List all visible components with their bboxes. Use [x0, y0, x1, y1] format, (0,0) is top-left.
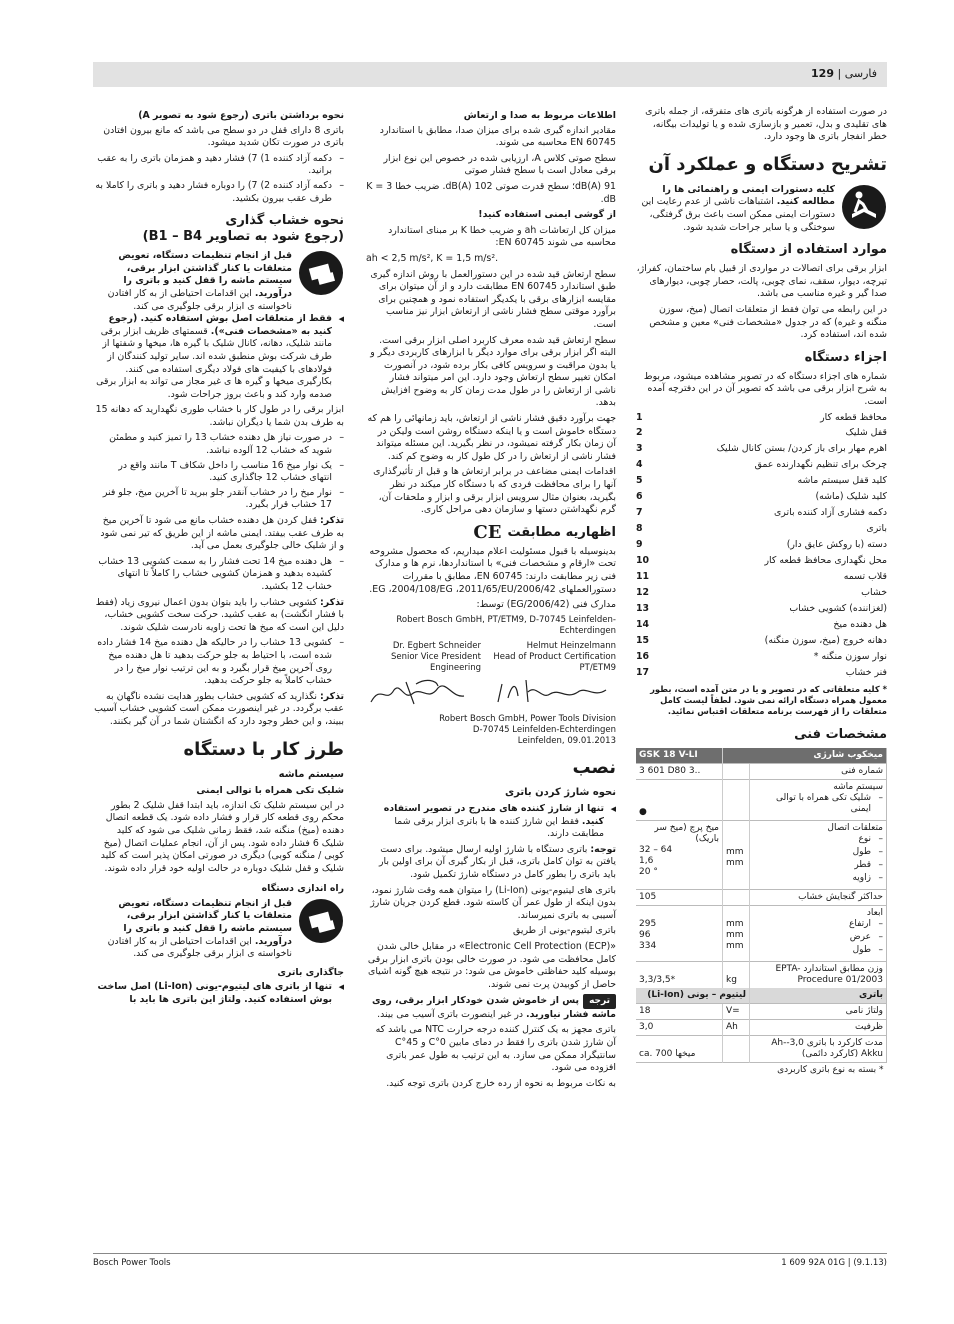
part-item	[636, 651, 887, 664]
page-footer	[93, 1253, 887, 1268]
part-label: محل نگهداری محافظ قطعه کار	[764, 555, 887, 567]
magazine-note-2-label: تذکر:	[320, 596, 344, 608]
part-label: دکمه فشاری آزاد کننده باتری	[773, 507, 887, 519]
startup-warning-bold: قبل از انجام تنظیمات دستگاه، تعویض متعلقات یا کنار گذاشتن ابزار برقی، سیستم ماشه را قفل کنید و باتری را درآورید.	[118, 897, 292, 947]
spec-unit-height: mm	[726, 918, 744, 929]
remove-battery-icon	[298, 250, 344, 296]
column-middle	[366, 106, 616, 1093]
spec-capacity-unit: Ah	[723, 1019, 750, 1035]
spec-head-model: GSK 18 V-LI	[636, 748, 723, 764]
parts-intro: شماره های اجزاء دستگاه که در تصویر مشاهده میشود، مربوط به شرح ابزار برقی می باشد که تصویر آن در این دفترچه آمده است.	[643, 370, 887, 407]
spec-table	[636, 748, 887, 1078]
conformity-paragraph-2: مدارک فنی (2006/42/EG) توسط:	[476, 599, 616, 611]
conformity-address: Robert Bosch GmbH, PT/ETM9, D-70745 Leinfelden-Echterdingen	[396, 614, 616, 636]
spec-battery-label: باتری	[750, 988, 887, 1004]
spec-partno-value: 3 601 D80 3..	[636, 763, 723, 779]
remove-list	[93, 153, 344, 205]
spec-voltage-unit: V=	[723, 1003, 750, 1019]
intro-paragraph: در صورت استفاده از هرگونه باتری های متفرقه، از جمله باتری های تقلیدی و بدل، تعمیر و بازسازی شده و یا تولیدات بیگانه، خطر انفجار باتری ها وجود دارد.	[645, 106, 887, 143]
section-title-conformity: اظهاریه مطابقت	[507, 524, 616, 540]
signer-right-title: Head of Product Certification	[493, 651, 616, 662]
part-number: 12	[636, 587, 650, 599]
part-item	[636, 459, 887, 472]
single-shot-title: شلیک تکی همراه با توالی ایمنی	[196, 785, 344, 797]
spec-fastener-angle: – زاویه	[753, 873, 883, 884]
spec-fastener-diameter: – قطر	[753, 860, 883, 871]
part-label: دهانه خروج (میخ، سوزن منگنه)	[764, 635, 887, 647]
spec-trigger-item: – شلیک تکی همراه با توالی ایمنی	[753, 793, 883, 815]
noise-paragraph-2: سطح صوتی کلاس A، ارزیابی شده در خصوص این نوع ابزار برقی معادل است با سطح فشار صوتی	[383, 152, 616, 177]
part-item	[636, 603, 887, 616]
signer-left-dept: Engineering	[430, 662, 481, 673]
remove-battery-icon-2	[298, 898, 344, 944]
part-label: قلاب تسمه	[843, 571, 887, 583]
charging-paragraph-5: باتری مجهز به یک کنترل کننده درجه حرارت NTC می باشد که آن شارژ شدن باتری را فقط در دمای مابین 0°C و 45°C سانتیگراد ممکن می سازد. به این ترتیب به طول عمر باتری افزوده می شود.	[375, 1024, 616, 1074]
magazine-note-1-label: تذکر:	[320, 515, 344, 527]
part-item	[636, 507, 887, 520]
part-label: کلید قفل سیستم ماشه	[797, 475, 887, 487]
magazine-warning	[93, 250, 344, 313]
usage-paragraph-1: ابزار برقی برای اتصالات در مواردی از قبیل بام ساختمان، کفراژ، تیرچه، دیوار، سقف، نمای چوبی، پالت، حصار چوبی، دیوارهای صدا گیر و غیره مناسب می باشد.	[636, 263, 887, 300]
spec-battery-type: لیتیوم – یونی (Li-Ion)	[636, 988, 750, 1004]
magazine-warning-bold: قبل از انجام تنظیمات دستگاه، تعویض متعلقات یا کنار گذاشتن ابزار برقی، سیستم ماشه را قفل کنید و باتری را درآورید.	[118, 250, 292, 299]
spec-head-label: میخکوب شارژی	[723, 748, 887, 764]
spec-magazine-value: 105	[636, 889, 723, 905]
part-number: 13	[636, 603, 650, 615]
section-title-installation: نصب	[572, 757, 616, 779]
part-label: کلید شلیک (ماشه)	[815, 491, 887, 503]
spec-unit-length: mm	[726, 846, 744, 857]
ce-mark-icon: CE	[473, 521, 502, 543]
part-label: باتری	[866, 523, 887, 535]
ear-protection-warning: از گوشی ایمنی استفاده کنید!	[478, 209, 616, 221]
vibration-paragraph-3: سطح ارتعاش قید شده معرف کاربرد اصلی ابزار برقی است. البته اگر ابزار برقی برای موارد دیگر با ابزارهای کاربردی دیگر و یا بدون مراقبت و سرویس کافی بکار برده شود، در آنصورت امکان تغییر سطح ارتعاش وجود دارد. این امر میتواند فشار ناشی از ارتعاش را در طول مدت زمان کار به وضوح افزایش بدهد.	[370, 334, 616, 409]
handwritten-signatures	[366, 674, 616, 710]
part-number: 4	[636, 459, 643, 471]
usage-paragraph-2: در این رابطه می توان فقط از متعلقات اتصال (میخ، سوزن منگنه و غیره) که در جدول «مشخصات فنی» معین و مشخص شده اند، استفاده کرد.	[649, 303, 887, 341]
spec-fastener-length: – طول	[753, 847, 883, 858]
part-item	[636, 587, 887, 600]
spec-weight-unit: kg	[723, 961, 750, 988]
magazine-note-3-label: تذکر:	[320, 690, 344, 702]
magazine-paragraph-1: ابزار برقی را در طول کار با خشاب طوری نگهدارید که دهانه 15 به طرف بدن شما یا دیگران نباشد.	[95, 404, 344, 428]
read-instructions-warning	[636, 184, 887, 234]
section-title-specs: مشخصات فنی	[794, 726, 887, 742]
header-text: فارسی | 129	[811, 67, 877, 80]
part-number: 14	[636, 619, 650, 631]
charging-bullet-text: فقط این شارژ کننده ها با باتری ابزار برقی شما مطابقت دارند.	[394, 815, 604, 840]
section-title-parts: اجزاء دستگاه	[804, 349, 887, 365]
vibration-paragraph-4: جهت برآورد دقیق فشار ناشی از ارتعاش، باید زمانهائی را هم که دستگاه خاموش است و یا اینکه دستگاه روشن است ولیکن در آن زمان بکار گرفته نمیشود، در نظر بگیرید. این مسئله میتواند فشار ناشی از ارتعاش را در کل طول کار به وضوح کم کند.	[367, 413, 616, 462]
charging-note: باتری دستگاه با شارژ اولیه ارسال میشود. برای دست یافتن به توان کامل باتری، قبل از بکار گیری آن برای اولین بار باید باتری را بطور کامل در دستگاه شارژ تکمیل شود.	[379, 843, 616, 880]
caution-bold: پس از خاموش شدن خودکار ابزار برقی، روی ماشه فشار نیاورید.	[371, 995, 616, 1020]
parts-note: * کلیه متعلقاتی که در تصویر و یا در متن آمده است، بطور معمول همراه دستگاه ارائه نمی شود. لطفاً لیست کامل متعلقات را از فهرست برنامه متعلقات اقتباس نمائید.	[650, 683, 887, 716]
caution-badge: ترجه	[583, 994, 616, 1009]
company-city: D-70745 Leinfelden-Echterdingen	[472, 725, 616, 736]
spec-trigger-label: سیستم ماشه	[833, 781, 883, 792]
original-accessories-bullet	[93, 313, 344, 401]
charging-paragraph-2: باتری های لیتیوم-یونی (Li-Ion) را میتوان همه وقت شارژ نمود، بدون اینکه از طول عمر آن کاسته شود. قطع کردن جریان شارژ آسیبی به باتری نمیرساند.	[370, 884, 616, 921]
part-number: 1	[636, 411, 643, 423]
magazine-step-2: – یک نوار میخ 16 مناسب را داخل شکاف T مانند واقع در انتهای خشاب 12 جاگذاری کنید.	[93, 460, 344, 485]
section-title-noise: اطلاعات مربوط به صدا و ارتعاش	[463, 110, 616, 121]
section-title-usage: موارد استفاده از دستگاه	[730, 242, 887, 258]
part-label: محافظ قطعه کار	[820, 411, 887, 423]
part-number: 6	[636, 491, 643, 503]
part-item	[636, 443, 887, 456]
company-name: Robert Bosch GmbH, Power Tools Division	[439, 714, 616, 725]
original-accessories-bold: فقط از متعلقات اصل بوش استفاده کنید. (رجوع کنید به «مشخصات فنی»).	[108, 313, 332, 337]
conformity-paragraph-1: بدینوسیله با قبول مسئولیت اعلام میداریم، که محصول مشروحه تحت «ارقام و مشخصات فنی» با استانداردها، نرم ها و مدارک فنی زیر مطابقت دارند: EN 60745، مطابق با مقررات دستورالعملهای 2006/42/EG ،2004/108/EG ،2011/65/EU.	[369, 545, 616, 595]
spec-voltage-value: 18	[636, 1003, 723, 1019]
single-shot-paragraph: در این سیستم شلیک تک اندازه، باید ابتدا قفل شلیک 2 بطور محکم روی قطعه کار قرار و فشار داده شود. یک قطعه اتصال دهنده (میخ) منگنه شد، فقط زمانی شلیک می شود که کلید شلیک 6 فشار داده شود. پس از آن، انجام عملیات اتصال (میخ کوبی / منگنه کوبی) دیگری در صورتی امکان پذیر است که کلید شلیک و قفل شلیک دوباره در حالت اولیه خود قرار داده شوند.	[100, 799, 344, 874]
remove-step-1: – دکمه آزاد کننده 1) 7) فشار دهید و همزمان باتری را به عقب برانید.	[93, 153, 344, 178]
section-title-description: تشریح دستگاه و عملکرد آن	[648, 153, 887, 175]
spec-dims-label: ابعاد	[866, 907, 883, 918]
section-title-magazine: نحوه خشاب گذاری	[225, 213, 344, 229]
section-title-remove-battery: نحوه برداشتن باتری (رجوع شود به تصویر A)	[138, 110, 344, 121]
signer-right-name: Helmut Heinzelmann	[526, 640, 616, 651]
warning-text: اشتباهات ناشی از عدم رعایت این دستورات ایمنی ممکن است باعث برق گرفتگی، سوختگی و یا سایر جراحات شدید شود.	[641, 196, 835, 233]
magazine-step-3: – نوار میخ را در خشاب آنقدر جلو ببرید تا آخرین میخ، جلو فنر 17 خشاب قرار بگیرد.	[93, 487, 344, 512]
magazine-step-4: – هل دهنده میخ 14 تحت فشار را به سمت کشویی 13 خشاب کشیده بدهید و همزمان کشویی خشاب را کاملاً تا انتهای خشاب 12 بکشید.	[93, 556, 344, 594]
section-title-charging: نحوه شارژ کردن باتری	[504, 787, 616, 799]
part-number: 15	[636, 635, 650, 647]
spec-fastener-length-value: 32 – 64	[639, 844, 673, 855]
part-item	[636, 555, 887, 568]
caution-block	[366, 994, 616, 1021]
part-number: 16	[636, 651, 650, 663]
spec-weight-label: وزن مطابق استاندارد EPTA-Procedure 01/2003	[750, 961, 887, 988]
insert-battery-bullet: ◀ تنها از باتری های لیتیوم-یونی (Li-Ion) اصل ساخت بوش استفاده کنید. ولتاژ این باتری ها باید با	[93, 981, 344, 1006]
part-label: چرخک برای تنظیم نگهدارنده عمق	[754, 459, 887, 471]
part-label: (لغزاننده) کشویی خشاب	[789, 603, 887, 615]
part-item	[636, 491, 887, 504]
magazine-steps-2	[93, 556, 344, 594]
column-right	[636, 106, 887, 1078]
original-accessories-text: قسمتهای ظریف ابزار برقی مانند شلیک، دهانه، کانال شلیک با گیره ها، میخها و شفتها از طرف شرکت بوش منطبق شده اند. سایر تولید کنندگان از فولادهای با کیفیت های فولاد دیگری استفاده می کنند. بکارگیری میخها و گیره ها ی غیر مجاز می تواند به ابزار برقی صدمه وارد کند و باعث بروز جراحات شود.	[96, 325, 332, 400]
part-number: 8	[636, 523, 643, 535]
noise-paragraph-1: مقادیر اندازه گیری شده برای میزان صدا، مطابق با استاندارد EN 60745 محاسبه می شوند.	[379, 124, 616, 149]
caution-text: در غیر اینصورت باتری آسیب می بیند.	[377, 1008, 524, 1020]
footer-doc-id: 1 609 92A 01G | (9.1.13)	[781, 1258, 887, 1268]
spec-capacity-value: 3,0	[636, 1019, 723, 1035]
charging-paragraph-3: باتری لیتیوم-یونی از طریق	[513, 925, 616, 937]
section-title-operation: طرز کار با دستگاه	[183, 738, 344, 760]
read-manual-icon	[841, 184, 887, 230]
magazine-step-5: – کشویی 13 خشاب را در حالیکه هل دهنده میخ 14 فشار داده شده است، با احتیاط به جلو حرکت بدهید تا هل دهنده میخ روی آخرین میخ قرار بگیرد و به این ترتیب نوار میخ را در خشاب کاملاً به جلو حرکت بدهید.	[93, 637, 344, 687]
spec-fasteners-label: متعلقات اتصال	[827, 822, 883, 833]
part-number: 3	[636, 443, 643, 455]
parts-list	[636, 412, 887, 680]
part-number: 17	[636, 667, 650, 679]
signer-right-dept: PT/ETM9	[579, 662, 616, 673]
part-number: 5	[636, 475, 643, 487]
spec-voltage-label: ولتاژ نامی	[750, 1003, 887, 1019]
charging-paragraph-6: به نکات مربوط به نحوه از رده خارج کردن باتری توجه کنید.	[386, 1077, 616, 1089]
spec-dim-height: – ارتفاع	[753, 919, 883, 930]
part-number: 10	[636, 555, 650, 567]
spec-unit-diameter: mm	[726, 857, 744, 868]
page-header	[93, 62, 887, 87]
spec-note: * بسته به نوع باتری کاربردی	[636, 1062, 887, 1078]
magazine-step-1: – در صورت نیاز هل دهنده خشاب 13 را تمیز کنید و مطمئن شوید که خشاب 12 آلوده نباشد.	[93, 432, 344, 457]
spec-fastener-angle-value: 20 °	[639, 866, 658, 877]
page-number: 129	[811, 67, 834, 80]
part-label: دسته (با روکش عایق دار)	[786, 539, 887, 551]
noise-paragraph-3: 91 dB(A)؛ سطح قدرت صوتی 102 dB(A). ضریب خطا K = 3 dB.	[366, 180, 616, 205]
startup-warning-text: این اقدامات احتیاطی از به کار افتادن ناخواسته ی ابزار برقی جلوگیری می کند.	[107, 935, 292, 960]
magazine-steps-1	[93, 432, 344, 512]
remove-step-2: – دکمه آزاد کننده 2) 7) را دوباره فشار دهید و باتری را کاملا به طرف عقب بیرون بکشید.	[93, 180, 344, 205]
part-item	[636, 427, 887, 440]
spec-dim-width: – عرض	[753, 932, 883, 943]
part-number: 11	[636, 571, 650, 583]
spec-fastener-type-value: میخ پرچ (میخ سر باریک)	[654, 822, 719, 844]
part-label: نوار سوزن منگنه *	[813, 651, 887, 663]
magazine-note-2: کشویی خشاب را باید بتوان بدون اعمال نیروی زیاد (فقط با فشار انگشت) به عقب کشید. حرکت سخت کشویی خشاب، دلیل این است که میخ ها تحت زاویه نادرست شلیک شوند.	[95, 596, 344, 633]
spec-runtime-label: مدت کارکرد با باتری 3,0-Ah-Akku (کارکرد دائمی)	[750, 1035, 887, 1062]
remove-paragraph: باتری 8 دارای قفل در دو سطح می باشد که مانع بیرون افتادن باتری در صورت تکان شدید میشود.	[103, 124, 344, 149]
spec-magazine-label: حداکثر گنجایش خشاب	[750, 889, 887, 905]
spec-runtime-value: ca. 700 میخها	[636, 1035, 723, 1062]
startup-warning	[93, 898, 344, 961]
signer-left-title: Senior Vice President	[390, 651, 481, 662]
spec-dim-height-value: 295	[639, 918, 657, 929]
header-language: فارسی	[844, 67, 877, 80]
charging-bullet	[366, 803, 616, 841]
part-number: 9	[636, 539, 643, 551]
spec-dim-length-value: 334	[639, 940, 657, 951]
part-item	[636, 475, 887, 488]
magazine-steps-3	[93, 637, 344, 687]
magazine-warning-text: این اقدامات احتیاطی از به کار افتادن ناخواسته ی ابزار برقی جلوگیری می کند.	[107, 287, 292, 312]
section-title-trigger-system: سیستم ماشه	[278, 768, 344, 780]
vibration-paragraph-2: سطح ارتعاش قید شده در این دستورالعمل با روش اندازه گیری طبق استاندارد EN 60745 مطابقت دارد و از آن میتوان برای مقایسه ابزارهای برقی با یکدیگر استفاده نمود و همچنین برای برآورد موقتی سطح فشار ناشی از ارتعاش ابزار نیز مناسب است.	[370, 268, 616, 330]
spec-dim-width-value: 96	[639, 929, 651, 940]
signatures-block	[366, 641, 616, 674]
column-left	[93, 106, 344, 1010]
part-item	[636, 571, 887, 584]
spec-unit-dlength: mm	[726, 940, 744, 951]
part-label: فنر خشاب	[845, 667, 887, 679]
spec-unit-width: mm	[726, 929, 744, 940]
vibration-paragraph-1: میزان کل ارتعاشات ah و ضریب خطا K بر مبنای استاندارد محاسبه می شوند EN 60745:	[388, 224, 616, 249]
part-label: قفل شلیک	[845, 427, 887, 439]
part-item	[636, 412, 887, 425]
spec-capacity-label: ظرفیت	[750, 1019, 887, 1035]
magazine-note-1: قفل کردن هل دهنده خشاب مانع می شود تا آخرین میخ به طرف عقب بیفتد. ایمنی ماشه از این طریق که تیر نمی شود و از شلیک خالی جلوگیری بعمل می آید.	[100, 515, 344, 552]
company-date: Leinfelden, 09.01.2013	[517, 736, 616, 747]
signer-left-name: Dr. Egbert Schneider	[392, 640, 481, 651]
footer-brand: Bosch Power Tools	[93, 1258, 171, 1268]
charging-paragraph-4: «Electronic Cell Protection (ECP)» در مقابل خالی شدن کامل محافظت می شود. در صورت خالی بودن باتری ابزار برقی بوسیله کلید حفاظتی خاموش می شود: در نتیجه هیچ گونه اشیای حاصل از کوبیدن پرت نمی شوند.	[367, 940, 616, 990]
spec-fastener-type: – نوع	[753, 834, 883, 845]
spec-weight-value: 3,3/3,5*	[636, 961, 723, 988]
section-title-startup: راه اندازی دستگاه	[261, 883, 344, 895]
warning-bold: کلیه دستورات ایمنی و راهنمائی ها را مطالعه کنید.	[662, 183, 835, 208]
spec-trigger-value: ●	[636, 779, 723, 820]
spec-fastener-diameter-value: 1,6	[639, 855, 654, 866]
part-label: خشاب	[861, 587, 887, 599]
magazine-note-3: نگذارید که کشویی خشاب بطور هدایت نشده ناگهان به عقب برگردد. در غیر اینصورت ممکن است کشویی خشاب آسیب ببیند، و این خطر وجود دارد که انگشتان شما در آن گیر بکنند.	[94, 690, 344, 727]
magazine-subtitle: (رجوع شود به تصاویر B1 – B4)	[142, 229, 344, 245]
part-item	[636, 523, 887, 536]
spec-partno-label: شماره فنی	[750, 763, 887, 779]
part-label: اهرم مهار برای باز کردن/ بستن کانال شلیک	[716, 443, 887, 455]
charging-note-label: توجه:	[590, 843, 616, 855]
part-number: 7	[636, 507, 643, 519]
vibration-value: ah < 2,5 m/s², K = 1,5 m/s².	[366, 252, 499, 264]
company-block	[366, 714, 616, 747]
part-item	[636, 667, 887, 680]
part-item	[636, 635, 887, 648]
part-number: 2	[636, 427, 643, 439]
part-item	[636, 539, 887, 552]
ce-heading	[366, 521, 616, 543]
section-title-insert-battery: جاگذاری باتری	[277, 966, 344, 978]
spec-dim-length: – طول	[753, 945, 883, 956]
vibration-paragraph-5: اقدامات ایمنی مضاعف در برابر ارتعاش ها و قبل از تأثیرگذاری آنها را برای محافظت فردی که با دستگاه کار میکند در نظر بگیرید، بعنوان مثال سرویس ابزار برقی و ابزار و ملحقات آن، گرم نگهداشتن دستها و سازمان دهی مراحل کاری.	[373, 466, 616, 516]
part-label: هل دهنده میخ	[833, 619, 887, 631]
part-item	[636, 619, 887, 632]
charging-bullet-bold: تنها از شارژ کننده های مندرج در تصویر استفاده کنید.	[383, 802, 604, 827]
